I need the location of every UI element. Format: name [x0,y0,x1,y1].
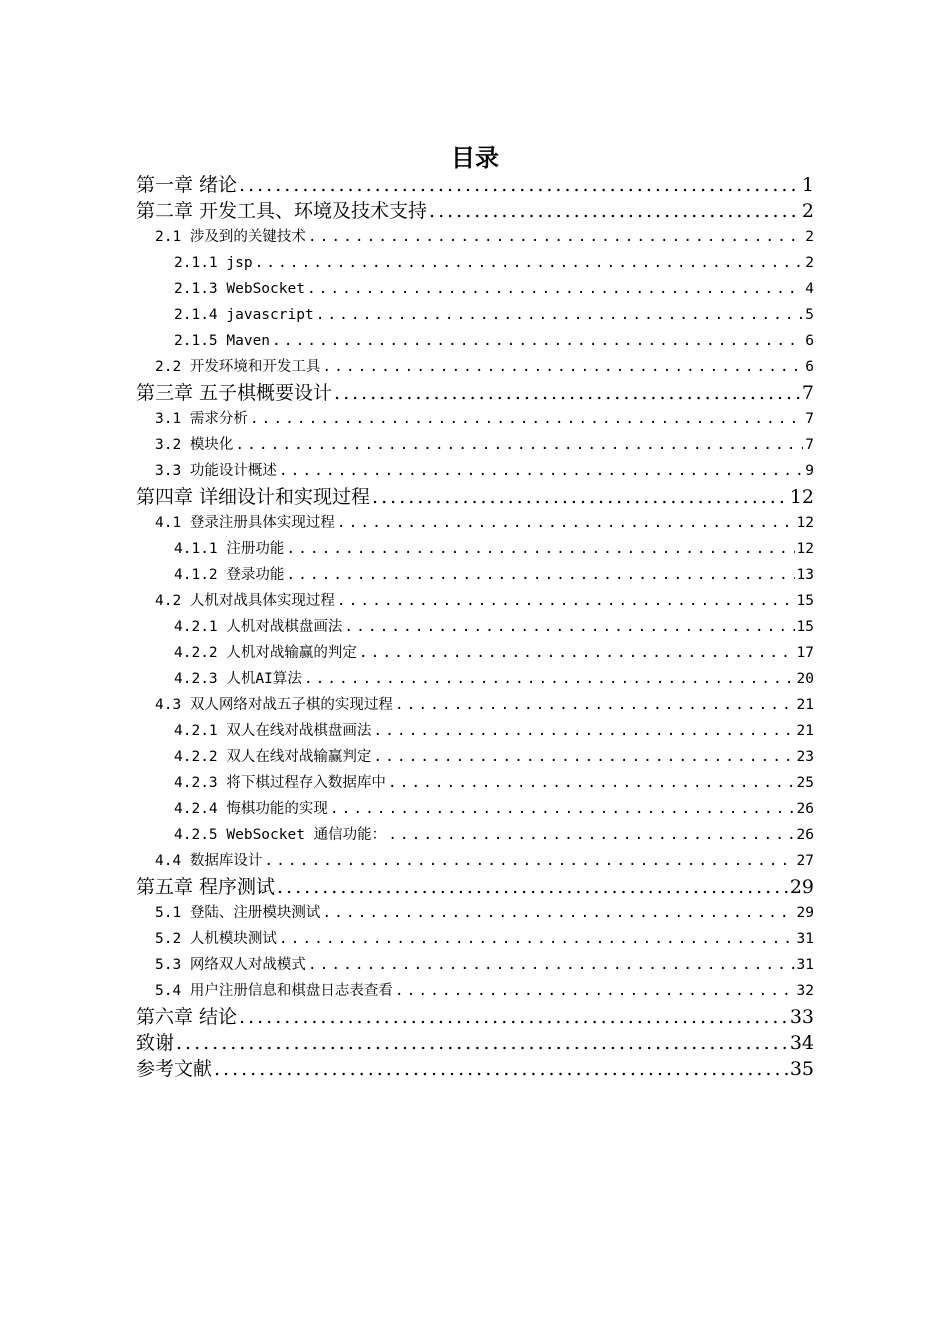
toc-entry-level-2[interactable] [0,926,950,952]
toc-dot-leader [373,718,794,744]
toc-entry-page-number: 34 [789,1032,814,1054]
toc-entry-page-number: 26 [796,801,814,817]
toc-entry-label: 4.3 双人网络对战五子棋的实现过程 [155,697,393,713]
toc-entry-label: 4.1.1 注册功能 [174,541,285,557]
toc-entry-page-number: 4 [805,281,814,297]
toc-entry-label: 5.1 登陆、注册模块测试 [155,905,321,921]
toc-entry-level-1[interactable] [0,380,950,406]
toc-dot-leader [214,1056,788,1082]
toc-dot-leader [372,484,788,510]
toc-entry-level-1[interactable] [0,1004,950,1030]
toc-entry-level-1[interactable] [0,198,950,224]
toc-entry-page-number: 9 [805,463,814,479]
toc-dot-leader [373,744,794,770]
toc-entry-label: 2.1.5 Maven [174,333,271,349]
toc-entry-label: 4.2.2 人机对战输赢的判定 [174,645,357,661]
toc-entry-page-number: 2 [805,229,814,245]
toc-entry-level-3[interactable] [0,770,950,796]
toc-entry-label: 4.2.1 双人在线对战棋盘画法 [174,723,372,739]
toc-dot-leader [322,354,803,380]
toc-entry-label: 致谢 [136,1032,175,1054]
toc-entry-level-3[interactable] [0,822,950,848]
toc-dot-leader [395,978,795,1004]
toc-entry-level-2[interactable] [0,510,950,536]
toc-entry-level-3[interactable] [0,276,950,302]
toc-dot-leader [286,562,794,588]
toc-entry-label: 4.2.1 人机对战棋盘画法 [174,619,343,635]
toc-entry-label: 4.1.2 登录功能 [174,567,285,583]
toc-entry-level-2[interactable] [0,692,950,718]
toc-entry-page-number: 17 [796,645,814,661]
toc-dot-leader [308,952,795,978]
toc-entry-level-3[interactable] [0,562,950,588]
toc-entry-page-number: 1 [801,174,814,196]
toc-entry-label: 4.2.3 将下棋过程存入数据库中 [174,775,386,791]
toc-entry-level-2[interactable] [0,952,950,978]
toc-entry-label: 2.1.1 jsp [174,255,253,271]
toc-entry-label: 2.1.4 javascript [174,307,314,323]
toc-entry-page-number: 12 [796,541,814,557]
toc-entry-page-number: 25 [796,775,814,791]
toc-entry-page-number: 12 [796,515,814,531]
toc-dot-leader [307,276,803,302]
toc-dot-leader [286,536,794,562]
toc-entry-level-2[interactable] [0,354,950,380]
toc-entry-level-3[interactable] [0,744,950,770]
toc-dot-leader [239,172,800,198]
toc-entry-label: 4.1 登录注册具体实现过程 [155,515,335,531]
toc-dot-leader [322,900,794,926]
toc-entry-label: 5.3 网络双人对战模式 [155,957,306,973]
toc-entry-label: 4.2.4 悔棋功能的实现 [174,801,328,817]
toc-entry-label: 4.2.5 WebSocket 通信功能： [174,827,387,843]
toc-entry-level-3[interactable] [0,536,950,562]
toc-dot-leader [388,822,794,848]
toc-entry-level-1[interactable] [0,172,950,198]
toc-entry-label: 第一章 绪论 [136,174,238,196]
toc-dot-leader [395,692,795,718]
toc-entry-page-number: 15 [796,619,814,635]
toc-entry-label: 参考文献 [136,1058,213,1080]
toc-entry-label: 4.2.3 人机AI算法 [174,671,302,687]
toc-dot-leader [235,432,803,458]
toc-entry-label: 2.1 涉及到的关键技术 [155,229,306,245]
toc-entry-page-number: 7 [805,437,814,453]
toc-dot-leader [239,1004,788,1030]
toc-dot-leader [344,614,794,640]
toc-entry-page-number: 27 [796,853,814,869]
toc-entry-page-number: 33 [789,1006,814,1028]
toc-dot-leader [272,328,803,354]
toc-entry-level-2[interactable] [0,432,950,458]
toc-entry-page-number: 26 [796,827,814,843]
toc-entry-page-number: 21 [796,723,814,739]
toc-entry-label: 第六章 结论 [136,1006,238,1028]
toc-entry-label: 3.3 功能设计概述 [155,463,277,479]
toc-entry-page-number: 20 [796,671,814,687]
toc-dot-leader [337,588,795,614]
toc-entry-label: 5.2 人机模块测试 [155,931,277,947]
toc-dot-leader [255,250,804,276]
toc-entry-label: 5.4 用户注册信息和棋盘日志表查看 [155,983,393,999]
toc-entry-page-number: 5 [805,307,814,323]
toc-entry-page-number: 6 [805,333,814,349]
toc-entry-page-number: 7 [801,382,814,404]
toc-entry-level-3[interactable] [0,302,950,328]
toc-dot-leader [359,640,795,666]
toc-entry-label: 第四章 详细设计和实现过程 [136,486,371,508]
toc-entry-page-number: 31 [796,931,814,947]
toc-entry-level-2[interactable] [0,588,950,614]
toc-entry-page-number: 7 [805,411,814,427]
toc-entry-level-3[interactable] [0,640,950,666]
toc-entry-page-number: 13 [796,567,814,583]
toc-entry-page-number: 32 [796,983,814,999]
toc-entry-page-number: 29 [796,905,814,921]
toc-entry-level-2[interactable] [0,458,950,484]
toc-dot-leader [429,198,800,224]
toc-entry-page-number: 2 [805,255,814,271]
toc-entry-level-2[interactable] [0,224,950,250]
toc-dot-leader [330,796,795,822]
toc-entry-page-number: 23 [796,749,814,765]
toc-dot-leader [264,848,794,874]
toc-entry-label: 2.1.3 WebSocket [174,281,305,297]
toc-entry-level-3[interactable] [0,328,950,354]
toc-entry-page-number: 21 [796,697,814,713]
toc-entry-level-3[interactable] [0,614,950,640]
toc-entry-page-number: 2 [801,200,814,222]
toc-entry-label: 4.2 人机对战具体实现过程 [155,593,335,609]
toc-dot-leader [277,874,788,900]
toc-entry-level-2[interactable] [0,848,950,874]
toc-entry-label: 4.4 数据库设计 [155,853,263,869]
toc-dot-leader [316,302,804,328]
toc-dot-leader [304,666,795,692]
toc-dot-leader [308,224,803,250]
toc-entry-level-1[interactable] [0,1030,950,1056]
toc-entry-level-3[interactable] [0,796,950,822]
toc-entry-page-number: 35 [789,1058,814,1080]
toc-entry-level-3[interactable] [0,250,950,276]
toc-entry-label: 2.2 开发环境和开发工具 [155,359,321,375]
toc-entry-level-1[interactable] [0,1056,950,1082]
toc-entry-page-number: 6 [805,359,814,375]
toc-entry-label: 第五章 程序测试 [136,876,276,898]
toc-dot-leader [279,458,803,484]
toc-entry-level-2[interactable] [0,406,950,432]
toc-dot-leader [250,406,803,432]
toc-entry-label: 第二章 开发工具、环境及技术支持 [136,200,428,222]
toc-dot-leader [388,770,795,796]
toc-list [0,172,950,1082]
toc-entry-page-number: 29 [789,876,814,898]
toc-entry-level-2[interactable] [0,978,950,1004]
toc-dot-leader [176,1030,788,1056]
toc-entry-page-number: 12 [789,486,814,508]
toc-dot-leader [334,380,800,406]
toc-entry-page-number: 15 [796,593,814,609]
toc-entry-label: 3.2 模块化 [155,437,234,453]
toc-entry-level-3[interactable] [0,718,950,744]
toc-entry-level-3[interactable] [0,666,950,692]
toc-dot-leader [337,510,795,536]
toc-entry-page-number: 31 [796,957,814,973]
toc-title: 目录 [451,144,499,172]
toc-entry-level-1[interactable] [0,874,950,900]
toc-entry-label: 3.1 需求分析 [155,411,248,427]
toc-dot-leader [279,926,795,952]
toc-entry-level-1[interactable] [0,484,950,510]
toc-entry-label: 4.2.2 双人在线对战输赢判定 [174,749,372,765]
toc-entry-level-2[interactable] [0,900,950,926]
toc-entry-label: 第三章 五子棋概要设计 [136,382,333,404]
